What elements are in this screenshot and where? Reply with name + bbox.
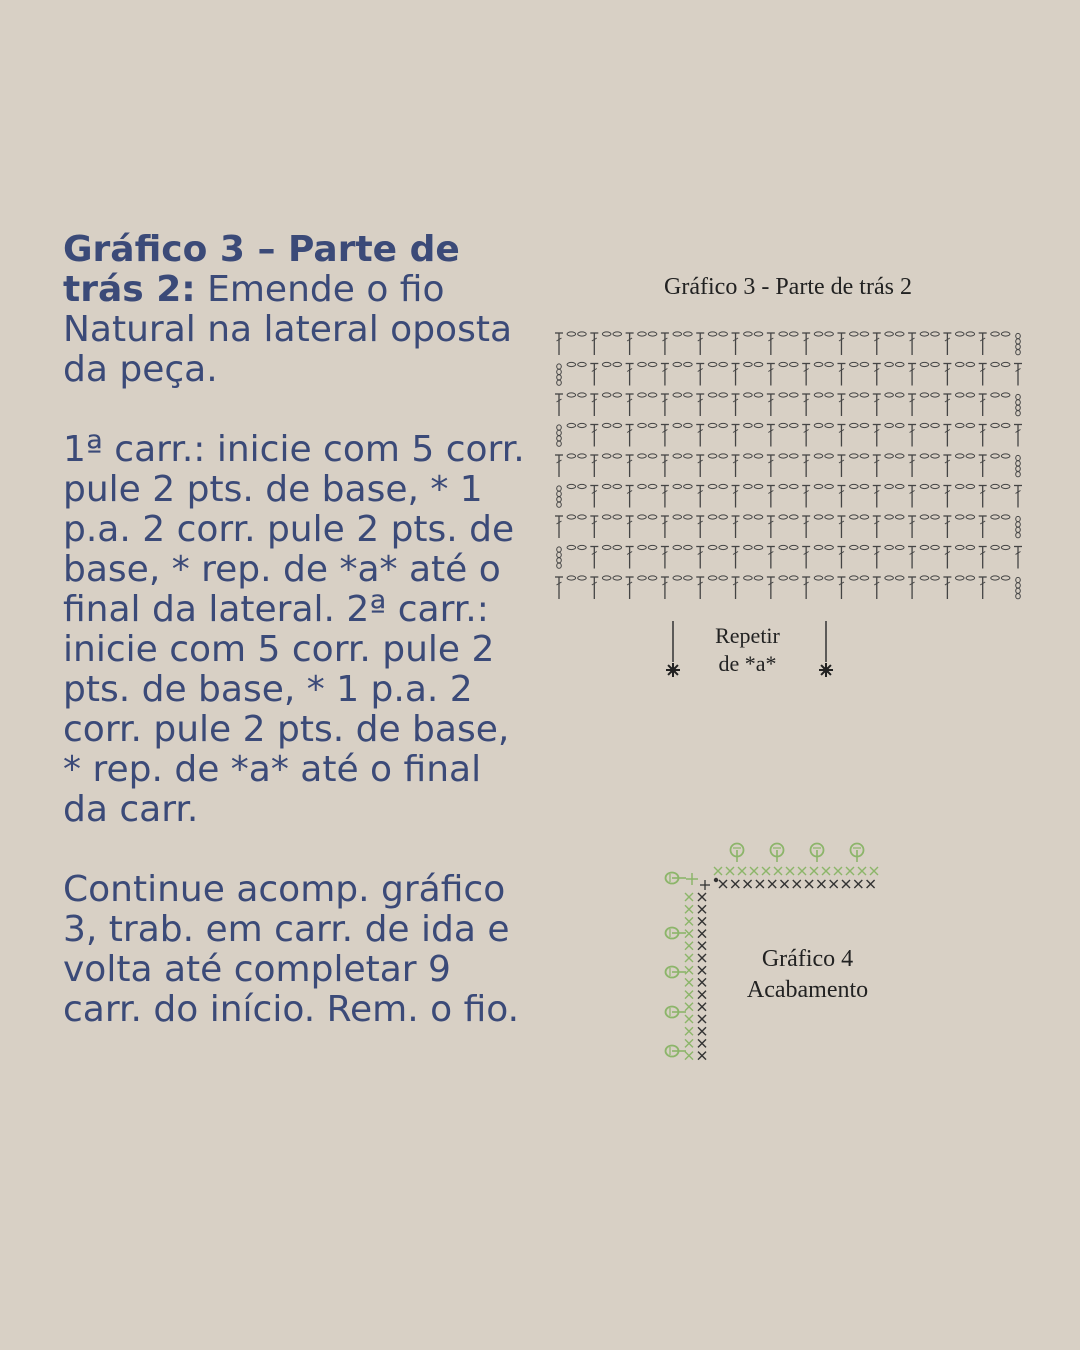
- sc-edge-stitch: [685, 1039, 693, 1047]
- sc-stitch: [793, 880, 801, 888]
- chart-heading: Gráfico 3 – Parte de trás 2:: [63, 229, 460, 310]
- sc-stitch: [698, 966, 706, 974]
- sc-stitch: [698, 1015, 706, 1023]
- sc-stitch: [698, 905, 706, 913]
- sc-edge-stitch: [738, 867, 746, 875]
- intro-text: Emende o fio Natural na lateral oposta da peça.: [63, 269, 513, 390]
- sc-edge-stitch: [685, 893, 693, 901]
- sc-edge-stitch: [685, 1052, 693, 1060]
- sc-edge-stitch: [810, 867, 818, 875]
- sc-stitch: [698, 930, 706, 938]
- sc-stitch: [744, 880, 752, 888]
- sc-edge-stitch: [685, 1027, 693, 1035]
- sc-stitch: [698, 954, 706, 962]
- picot-stitch: [666, 1007, 687, 1018]
- sc-edge-stitch: [786, 867, 794, 875]
- sc-edge-stitch: [798, 867, 806, 875]
- sc-edge-stitch: [685, 930, 693, 938]
- sc-stitch: [698, 991, 706, 999]
- picot-stitch: [666, 873, 687, 884]
- sc-stitch: [842, 880, 850, 888]
- sc-stitch: [698, 942, 706, 950]
- sc-edge-stitch: [685, 905, 693, 913]
- sc-edge-stitch: [858, 867, 866, 875]
- sc-stitch: [768, 880, 776, 888]
- sc-edge-stitch: [870, 867, 878, 875]
- sc-edge-stitch: [685, 966, 693, 974]
- picot-stitch: [731, 844, 744, 863]
- picot-stitch: [771, 844, 784, 863]
- sc-edge-stitch: [822, 867, 830, 875]
- chart4-label-line2: Acabamento: [746, 977, 869, 1003]
- repeat-label-line2: de *a*: [718, 651, 777, 676]
- sc-stitch: [698, 893, 706, 901]
- sc-edge-stitch: [834, 867, 842, 875]
- sc-edge-stitch: [685, 954, 693, 962]
- sc-edge-stitch: [685, 1015, 693, 1023]
- picot-stitch: [811, 844, 824, 863]
- slip-stitch-mark: [714, 878, 718, 882]
- chart4-label-line1: Gráfico 4: [761, 946, 854, 972]
- sc-stitch: [731, 880, 739, 888]
- sc-edge-stitch: [685, 942, 693, 950]
- sc-stitch: [698, 978, 706, 986]
- sc-stitch: [756, 880, 764, 888]
- sc-stitch: [805, 880, 813, 888]
- sc-edge-stitch: [762, 867, 770, 875]
- row-instructions: 1ª carr.: inicie com 5 corr. pule 2 pts. de base, * 1 p.a. 2 corr. pule 2 pts. de base, * rep. de *a* até o final da lateral. 2ª carr.: inicie com 5 corr. pule 2 pts. de base, * 1 p.a. 2 corr. pule 2 pts. de base, * rep. de *a* até o final da carr.: [63, 429, 525, 830]
- picot-stitch: [666, 967, 687, 978]
- picot-stitch: [666, 928, 687, 939]
- sc-edge-stitch: [685, 991, 693, 999]
- sc-stitch: [817, 880, 825, 888]
- sc-stitch: [867, 880, 875, 888]
- sc-edge-stitch: [846, 867, 854, 875]
- sc-edge-stitch: [685, 1003, 693, 1011]
- sc-stitch: [719, 880, 727, 888]
- repeat-label-line1: Repetir: [715, 623, 780, 648]
- chart4-label: [715, 944, 900, 1006]
- continue-instructions: Continue acomp. gráfico 3, trab. em carr. de ida e volta até completar 9 carr. do início. Rem. o fio.: [63, 869, 520, 1030]
- sc-stitch: [781, 880, 789, 888]
- sc-edge-stitch: [685, 978, 693, 986]
- sc-stitch: [698, 1027, 706, 1035]
- sc-edge-stitch: [726, 867, 734, 875]
- chart3-title: Gráfico 3 - Parte de trás 2: [664, 274, 912, 300]
- sc-edge-stitch: [685, 917, 693, 925]
- sc-stitch: [698, 1052, 706, 1060]
- sc-edge-stitch: [714, 867, 722, 875]
- picot-stitch: [851, 844, 864, 863]
- sc-stitch: [830, 880, 838, 888]
- picot-stitch: [666, 1046, 687, 1057]
- sc-stitch: [698, 1003, 706, 1011]
- sc-stitch: [698, 917, 706, 925]
- sc-stitch: [698, 1039, 706, 1047]
- sc-edge-stitch: [774, 867, 782, 875]
- sc-edge-stitch: [750, 867, 758, 875]
- sc-stitch: [854, 880, 862, 888]
